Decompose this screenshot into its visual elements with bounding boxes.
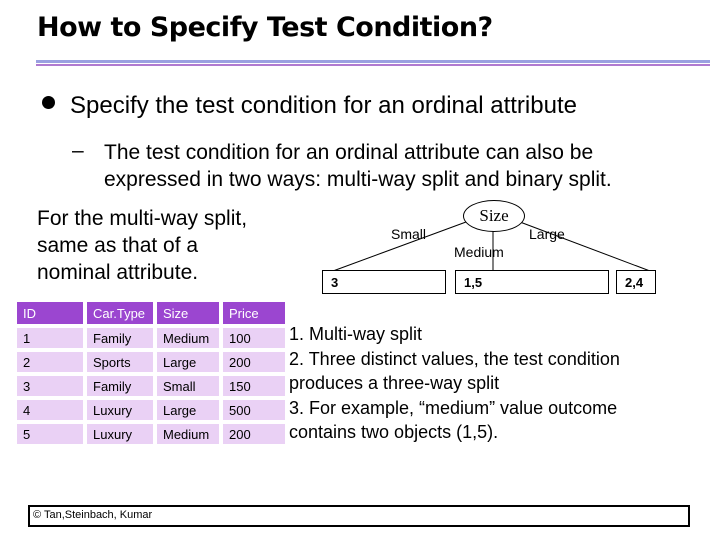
sub-line: The test condition for an ordinal attribute can also be [104, 141, 594, 164]
edge-label-small: Small [391, 226, 427, 242]
multiway-line: For the multi-way split, [37, 207, 248, 230]
note-line: contains two objects (1,5). [289, 422, 499, 442]
table-row [17, 424, 285, 444]
table-cell: Luxury [87, 400, 153, 420]
table-cell: 5 [17, 424, 83, 444]
table-cell: Family [87, 328, 153, 348]
tree-root-node: Size [463, 200, 525, 232]
footer-box [28, 505, 690, 527]
table-cell: Medium [157, 328, 219, 348]
table-cell: 2 [17, 352, 83, 372]
multiway-line: same as that of a [37, 234, 199, 257]
table-cell: Family [87, 376, 153, 396]
table-cell: Medium [157, 424, 219, 444]
note-line: produces a three-way split [289, 373, 500, 393]
edge-label-medium: Medium [454, 244, 504, 260]
table-cell: 4 [17, 400, 83, 420]
table-cell: 1 [17, 328, 83, 348]
multiway-line: nominal attribute. [37, 261, 199, 284]
slide-title: How to Specify Test Condition? [37, 12, 493, 43]
table-cell: 200 [223, 352, 285, 372]
table-row [17, 400, 285, 420]
note-line: 1. Multi-way split [289, 324, 423, 344]
column-header: Price [223, 302, 285, 324]
table-cell: Sports [87, 352, 153, 372]
table-row [17, 376, 285, 396]
table-cell: Large [157, 400, 219, 420]
table-cell: Small [157, 376, 219, 396]
table-header-row [17, 302, 285, 324]
column-header: ID [17, 302, 83, 324]
column-header: Car.Type [87, 302, 153, 324]
tree-leaf-small: 3 [322, 270, 446, 294]
table-cell: Large [157, 352, 219, 372]
explanation-notes [289, 322, 620, 445]
note-line: 3. For example, “medium” value outcome [289, 397, 618, 418]
table-cell: 200 [223, 424, 285, 444]
table-row [17, 352, 285, 372]
table-cell: Luxury [87, 424, 153, 444]
tree-leaf-medium: 1,5 [455, 270, 609, 294]
table-row [17, 328, 285, 348]
column-header: Size [157, 302, 219, 324]
sub-line: expressed in two ways: multi-way split and binary split. [104, 168, 612, 191]
edge-label-large: Large [529, 226, 565, 242]
copyright-text: © Tan,Steinbach, Kumar [33, 509, 153, 521]
bullet-text: Specify the test condition for an ordinal attribute [70, 92, 577, 119]
table-cell: 500 [223, 400, 285, 420]
table-cell: 100 [223, 328, 285, 348]
data-table [13, 298, 289, 448]
note-line: 2. Three distinct values, the test condition [289, 348, 620, 369]
table-cell: 3 [17, 376, 83, 396]
tree-leaf-large: 2,4 [616, 270, 656, 294]
table-cell: 150 [223, 376, 285, 396]
sub-bullet-dash: – [72, 139, 84, 162]
